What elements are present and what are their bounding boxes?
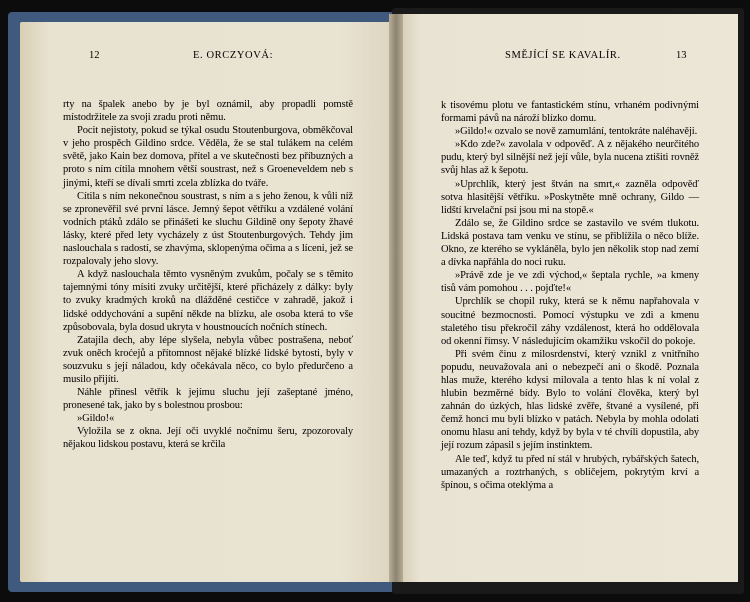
paragraph: Ale teď, když tu před ní stál v hrubých, rybářských šatech, umazaných a roztrhaných, s obličejem, pokrytým krví a špínou, s očima oteklýma a xyxy=(441,453,699,491)
left-running-header: E. ORCZYOVÁ: xyxy=(193,50,274,61)
paragraph: Vyložila se z okna. Její oči uvyklé nočnímu šeru, zpozorovaly nějakou lidskou postavu, která se krčila xyxy=(63,426,353,451)
paragraph: »Gildo!« xyxy=(77,413,115,425)
paragraph: Zatajila dech, aby lépe slyšela, nebyla vůbec postrašena, neboť zvuk oněch kroćejů a přítomnost nějaké blízké lidské bytosti, byly v souzvuku s její náladou, kdy očekávala něco, co bylo předurčeno a musilo přijíti. xyxy=(63,334,353,385)
paragraph: Zdálo se, že Gildino srdce se zastavilo ve svém tlukotu. Lidská postava tam venku ve stínu, se přiblížila o něco blíže. Okno, ze kterého se vykláněla, bylo jen několik stop nad zemí a dívka napřáhla do noci ruku. xyxy=(441,217,699,269)
paragraph: Uprchlík se chopil ruky, která se k němu napřahovala v soucitné bezmocnosti. Pomocí výstupku ve zdi a kmenu staletého tisu překročil záhy vzdálenost, která ho oddělovala od okenní římsy. V následujícím okamžiku vskočil do pokoje. xyxy=(441,296,699,347)
paragraph: Při svém činu z milosrdenství, který vznikl z vnitřního popudu, neuvažovala ani o nebezpečí ani o škodě. Poznala hlas muže, kterého kdysi milovala a tento hlas k ní volal z hlubin bezměrné bídy. Bylo to volání člověka, který byl zahnán do úzkých, hlas lidské zvěře, štvané a vysílené, při čemž honci mu byli blízko v patách. Nebyla by mohla odolati onomu hlasu ani tehdy, když by byla v té chvíli dopustila, aby její rozum zápasil s jejím instinktem. xyxy=(441,348,699,452)
paragraph: »Právě zde je ve zdi východ,« šeptala rychle, »a kmeny tisů vám pomohou . . . pojďte!« xyxy=(441,270,699,295)
right-page-number: 13 xyxy=(676,50,687,61)
paragraph: A když naslouchala těmto vysněným zvukům, počaly se s těmito tajemnými tóny mísiti zvuky určitější, které přicházely z dálky: byly to zvuky kradmých kroků na dlážděné cestičce v zahradě, jakož i lidské oddychování a supění někde na blízku, ale osoba která to vše způsobovala, byla dosud ukryta v houstnoucích nočních stínech. xyxy=(63,269,353,333)
paragraph: »Gildo!« ozvalo se nově zamumlání, tentokráte naléhavěji. xyxy=(455,126,698,138)
paragraph: k tisovému plotu ve fantastickém stínu, vrhaném podivnými formami pávů na nároží blízko domu. xyxy=(441,100,699,125)
paragraph: Náhle přinesl větřík k jejímu sluchu její zašeptané jméno, pronesené tak, jako by s bolestnou prosbou: xyxy=(63,387,353,412)
paragraph: »Kdo zde?« zavolala v odpověď. A z nějakého neurčitého pudu, který byl silnější než její vůle, byla nucena ztišiti rovněž svůj hlas až k šepotu. xyxy=(441,139,699,177)
paragraph: rty na špalek anebo by je byl oznámil, aby propadli pomstě místodržitele za svoji zradu proti němu. xyxy=(63,99,353,124)
paragraph: »Uprchlík, který jest štván na smrt,« zazněla odpověď sotva hlasitější větříku. »Poskytněte mně ochrany, Gildo — lidští krvelační psi jsou mi na stopě.« xyxy=(441,178,699,216)
paragraph: Pocit nejistoty, pokud se týkal osudu Stoutenburgova, obměkčoval v jeho prospěch Gildino srdce. Věděla, že se stal tulákem na celém světě, jako Kain bez domova, přítel a ve skutečnosti bez příbuzných a proto s ním cítila mnohem větší soustrast, než s Groeneveldem neb s jinými, kteří se dívali smrti zcela zblízka do tváře. xyxy=(63,125,353,189)
right-running-header: SMĚJÍCÍ SE KAVALÍR. xyxy=(505,50,621,61)
paragraph: Cítila s ním nekonečnou soustrast, s ním a s jeho ženou, k vůli níž se zpronevěřil své první lásce. Jemný šepot větříku a vzdálené volání vodních ptáků zdálo se přinášeti ke sluchu Gildině ony šepoty žhavé lásky, které před lety vycházely z úst Stoutenburgových. Tehdy jim naslouchala s radostí, se zhavýma, sklopenýma očima a s líceni, jež se rozpalovaly jeho slovy. xyxy=(63,190,353,268)
left-page-text xyxy=(63,98,353,452)
left-page-number: 12 xyxy=(89,50,100,61)
book-gutter xyxy=(389,14,403,582)
right-page-text xyxy=(441,99,699,492)
